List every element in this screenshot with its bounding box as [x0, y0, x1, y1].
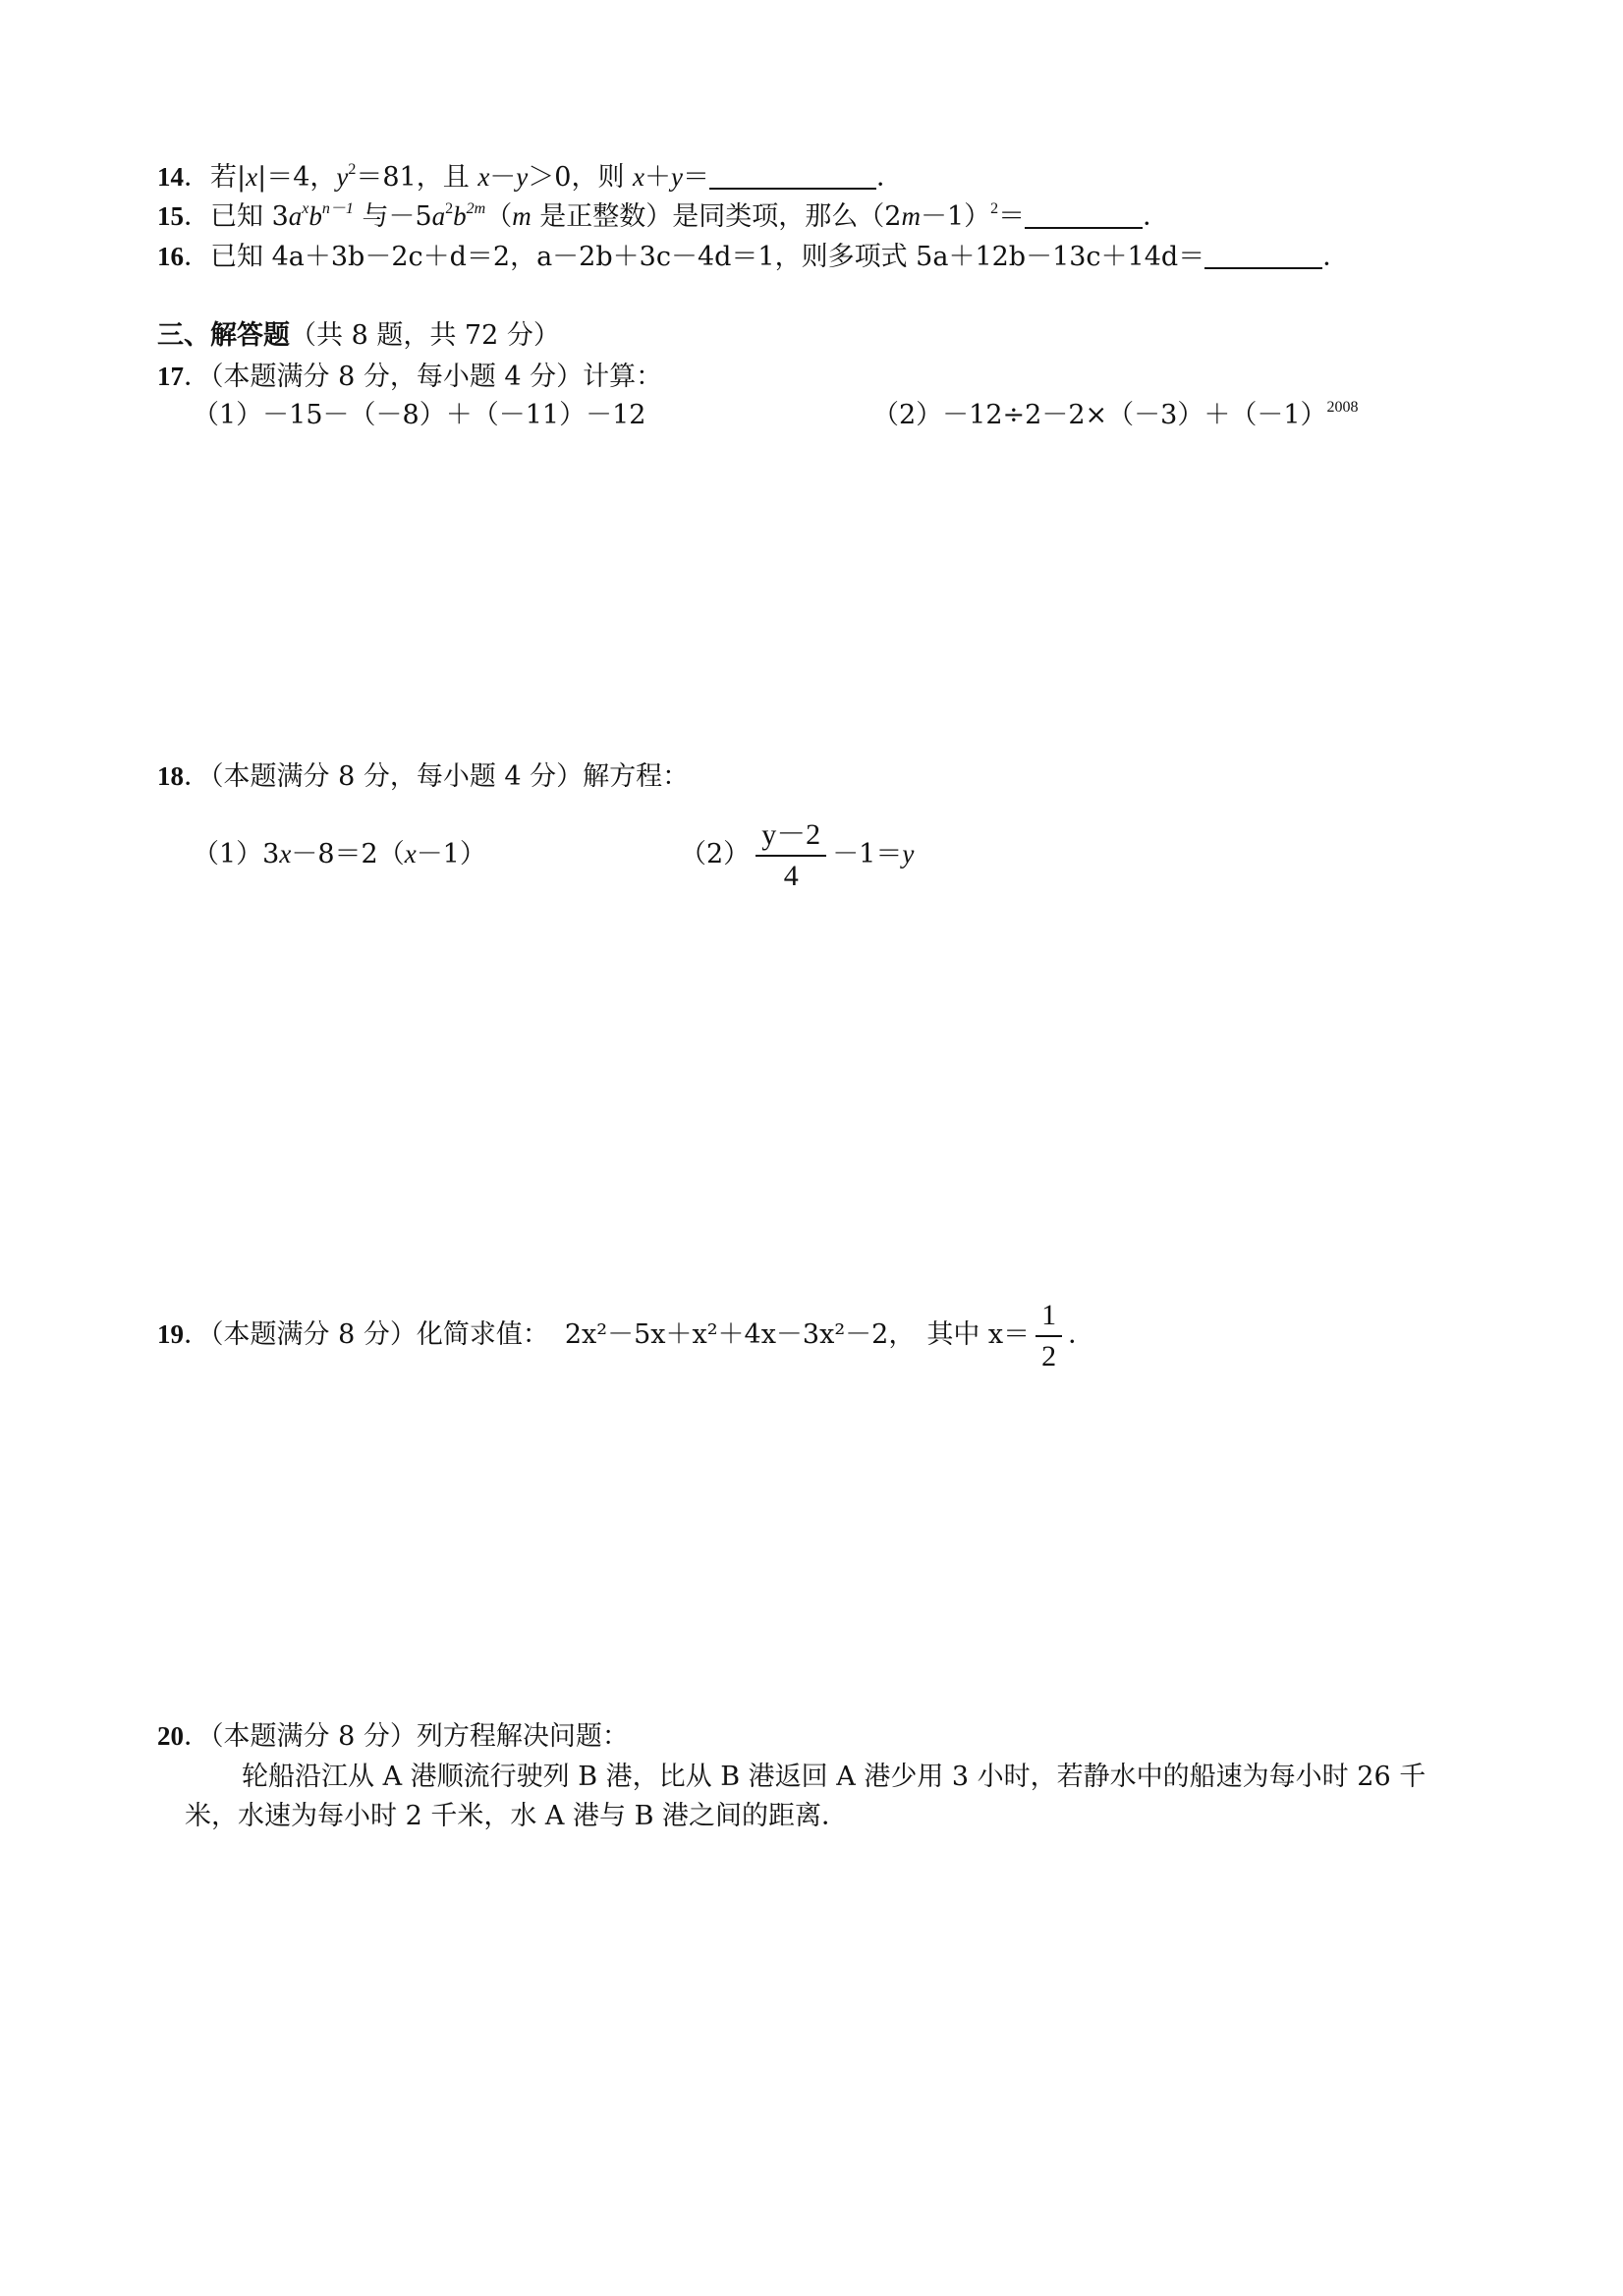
question-20-paragraph-1: 轮船沿江从 A 港顺流行驶列 B 港，比从 B 港返回 A 港少用 3 小时，若静水中的船速为每小时 26 千	[242, 1762, 1427, 1792]
answer-blank[interactable]	[709, 162, 876, 190]
question-15: 15．已知 $3a^xb^{n-1}$ 与$-5a^2b^{2m}(m$ 是正整数）是同类项，那么$(2m-1)^2=$ ．	[157, 200, 1170, 232]
question-20: 20．（本题满分 8 分）列方程解决问题：	[157, 1721, 629, 1752]
fraction: $\frac{y-2}{4}$	[756, 815, 826, 896]
fraction: $\frac{1}{2}$	[1035, 1296, 1062, 1376]
question-19: 19．（本题满分 8 分）化简求值： 2x²－5x＋x²＋4x－3x²－2， 其中 x＝ $\frac{1}{2}$ ．	[157, 1293, 1094, 1376]
question-number: 18	[157, 761, 184, 791]
question-number: 20	[157, 1721, 184, 1751]
section-heading: 三、解答题（共 8 题，共 72 分）	[157, 320, 560, 351]
question-number: 14	[157, 162, 184, 192]
question-number: 16	[157, 242, 184, 271]
answer-blank[interactable]	[1025, 201, 1143, 229]
question-18: 18．（本题满分 8 分，每小题 4 分）解方程：	[157, 761, 690, 792]
answer-blank[interactable]	[1204, 242, 1322, 269]
question-20-paragraph-2: 米，水速为每小时 2 千米，水 A 港与 B 港之间的距离．	[185, 1801, 849, 1831]
question-number: 19	[157, 1319, 184, 1349]
question-17-part-2: $(2)-12\div 2-2\times(-3)+(-1)^{2008}$	[872, 399, 1359, 430]
question-17: 17．（本题满分 8 分，每小题 4 分）计算：	[157, 362, 663, 392]
question-14: 14．若|x|＝4，$y^2=81$，且 x－y＞0，则 x＋y＝ ．	[157, 161, 904, 193]
question-18-part-1: （1）3x－8＝2（x－1）	[193, 839, 486, 869]
question-17-part-1: （1）－15－（－8）＋（－11）－12	[193, 400, 646, 430]
question-16: 16．已知 4a＋3b－2c＋d＝2，a－2b＋3c－4d＝1，则多项式 5a＋12b－13c＋14d＝ ．	[157, 242, 1350, 272]
question-number: 17	[157, 362, 184, 391]
question-number: 15	[157, 201, 184, 231]
question-18-part-2: （2） $\frac{y-2}{4}$ －1＝y	[680, 813, 914, 896]
